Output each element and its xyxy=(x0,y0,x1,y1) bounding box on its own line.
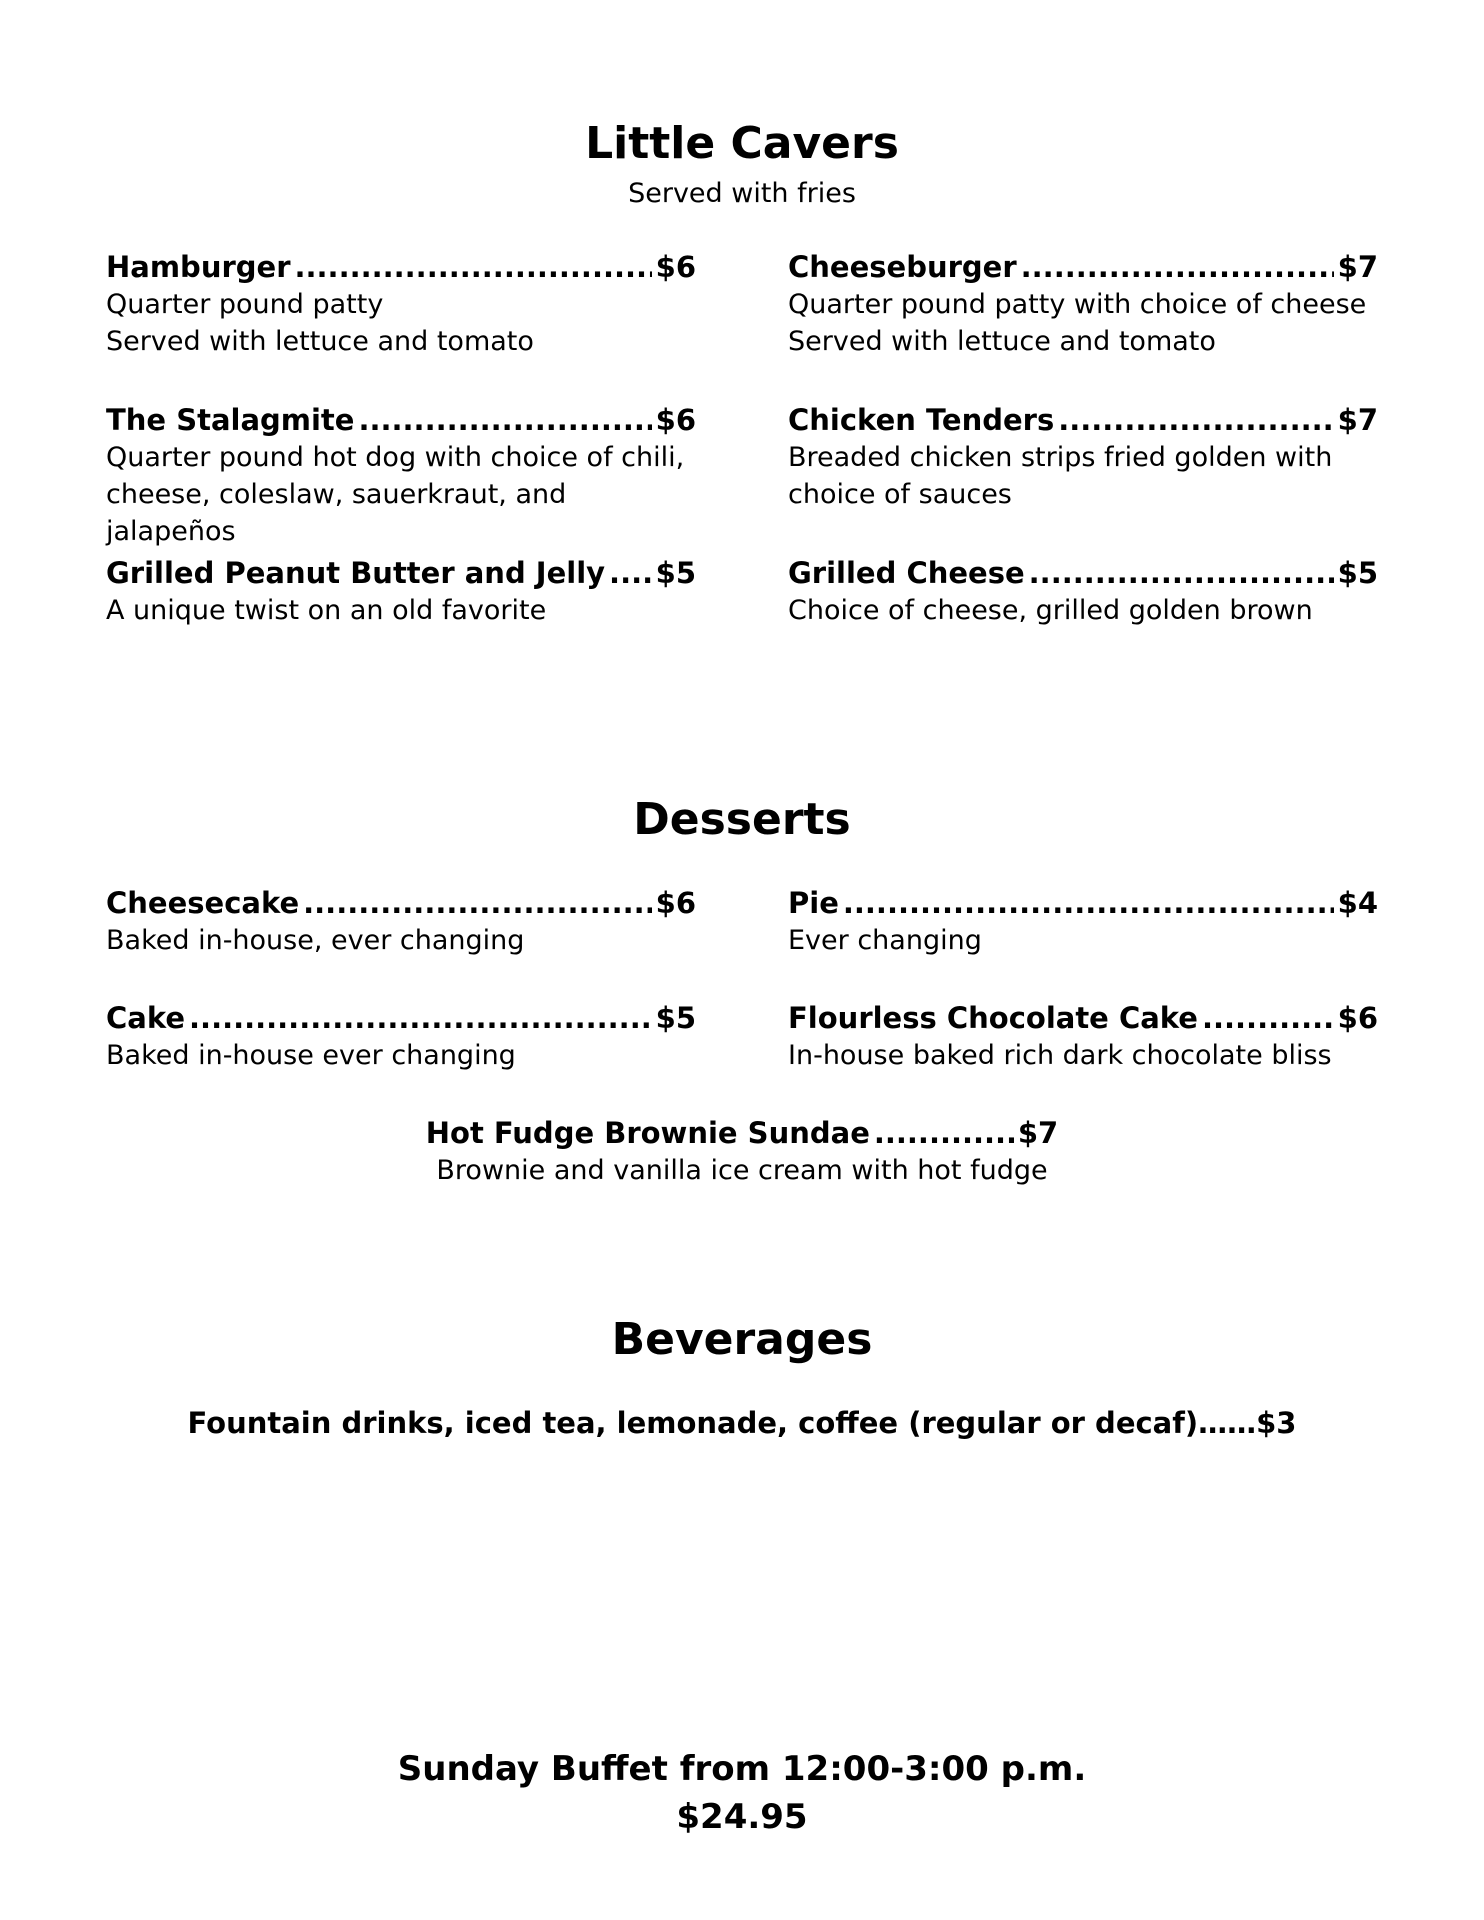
item-price: $7 xyxy=(1337,403,1378,437)
item-name: Hot Fudge Brownie Sundae xyxy=(425,1116,870,1150)
item-price: $7 xyxy=(1017,1116,1059,1150)
item-price: $7 xyxy=(1337,250,1378,284)
dot-leader xyxy=(189,999,652,1037)
item-name: Pie xyxy=(788,886,839,920)
menu-item-hamburger xyxy=(106,248,696,360)
item-desc: A unique twist on an old favorite xyxy=(106,595,547,626)
desserts-title: Desserts xyxy=(633,794,851,845)
menu-item-hot-fudge-sundae xyxy=(342,1114,1142,1189)
menu-item-grilled-cheese xyxy=(788,554,1378,629)
item-name: Cheesecake xyxy=(106,886,300,920)
menu-item-stalagmite xyxy=(106,401,696,550)
menu-item-chicken-tenders xyxy=(788,401,1378,513)
menu-item-cake xyxy=(106,999,696,1074)
menu-item-pie xyxy=(788,884,1378,959)
little-cavers-title: Little Cavers xyxy=(585,118,899,169)
item-desc: Quarter pound hot dog with choice of chili, xyxy=(106,442,685,473)
item-desc: Ever changing xyxy=(788,925,982,956)
item-price: $6 xyxy=(655,250,696,284)
item-name: Cheeseburger xyxy=(788,250,1017,284)
dot-leader xyxy=(609,554,652,592)
dot-leader xyxy=(358,401,651,439)
item-desc: Served with lettuce and tomato xyxy=(106,326,534,357)
menu-item-flourless-chocolate-cake xyxy=(788,999,1378,1074)
item-name: The Stalagmite xyxy=(106,403,355,437)
item-name: Grilled Cheese xyxy=(788,556,1025,590)
item-desc: Baked in-house ever changing xyxy=(106,1040,516,1071)
dot-leader xyxy=(1202,999,1334,1037)
item-price: $5 xyxy=(655,556,696,590)
item-price: $6 xyxy=(1337,1001,1378,1035)
item-price: $5 xyxy=(655,1001,696,1035)
dot-leader xyxy=(1058,401,1333,439)
little-cavers-subtitle: Served with fries xyxy=(628,178,856,209)
item-desc: Choice of cheese, grilled golden brown xyxy=(788,595,1313,626)
item-price: $5 xyxy=(1337,556,1378,590)
beverages-line: Fountain drinks, iced tea, lemonade, coffee (regular or decaf)……$3 xyxy=(187,1406,1297,1440)
menu-item-cheeseburger xyxy=(788,248,1378,360)
item-price: $6 xyxy=(655,886,696,920)
item-desc: Served with lettuce and tomato xyxy=(788,326,1216,357)
dot-leader xyxy=(874,1114,1014,1152)
item-desc: Brownie and vanilla ice cream with hot fudge xyxy=(436,1155,1048,1186)
beverages-title: Beverages xyxy=(611,1314,873,1365)
item-desc: Breaded chicken strips fried golden with xyxy=(788,442,1333,473)
item-desc: cheese, coleslaw, sauerkraut, and jalapeños xyxy=(106,479,567,547)
buffet-hours: Sunday Buffet from 12:00-3:00 p.m. xyxy=(397,1749,1087,1789)
item-desc: choice of sauces xyxy=(788,479,1012,510)
item-name: Grilled Peanut Butter and Jelly xyxy=(106,556,606,590)
dot-leader xyxy=(1021,248,1334,286)
item-name: Cake xyxy=(106,1001,186,1035)
menu-item-grilled-pbj xyxy=(106,554,696,629)
buffet-price: $24.95 xyxy=(676,1797,808,1837)
dot-leader xyxy=(1029,554,1334,592)
dot-leader xyxy=(295,248,652,286)
item-desc: In-house baked rich dark chocolate bliss xyxy=(788,1040,1332,1071)
item-price: $4 xyxy=(1337,886,1378,920)
item-name: Flourless Chocolate Cake xyxy=(788,1001,1198,1035)
item-name: Hamburger xyxy=(106,250,291,284)
item-name: Chicken Tenders xyxy=(788,403,1055,437)
item-desc: Quarter pound patty xyxy=(106,289,384,320)
menu-item-cheesecake xyxy=(106,884,696,959)
item-desc: Quarter pound patty with choice of cheese xyxy=(788,289,1367,320)
item-price: $6 xyxy=(655,403,696,437)
dot-leader xyxy=(843,884,1334,922)
item-desc: Baked in-house, ever changing xyxy=(106,925,525,956)
dot-leader xyxy=(303,884,652,922)
